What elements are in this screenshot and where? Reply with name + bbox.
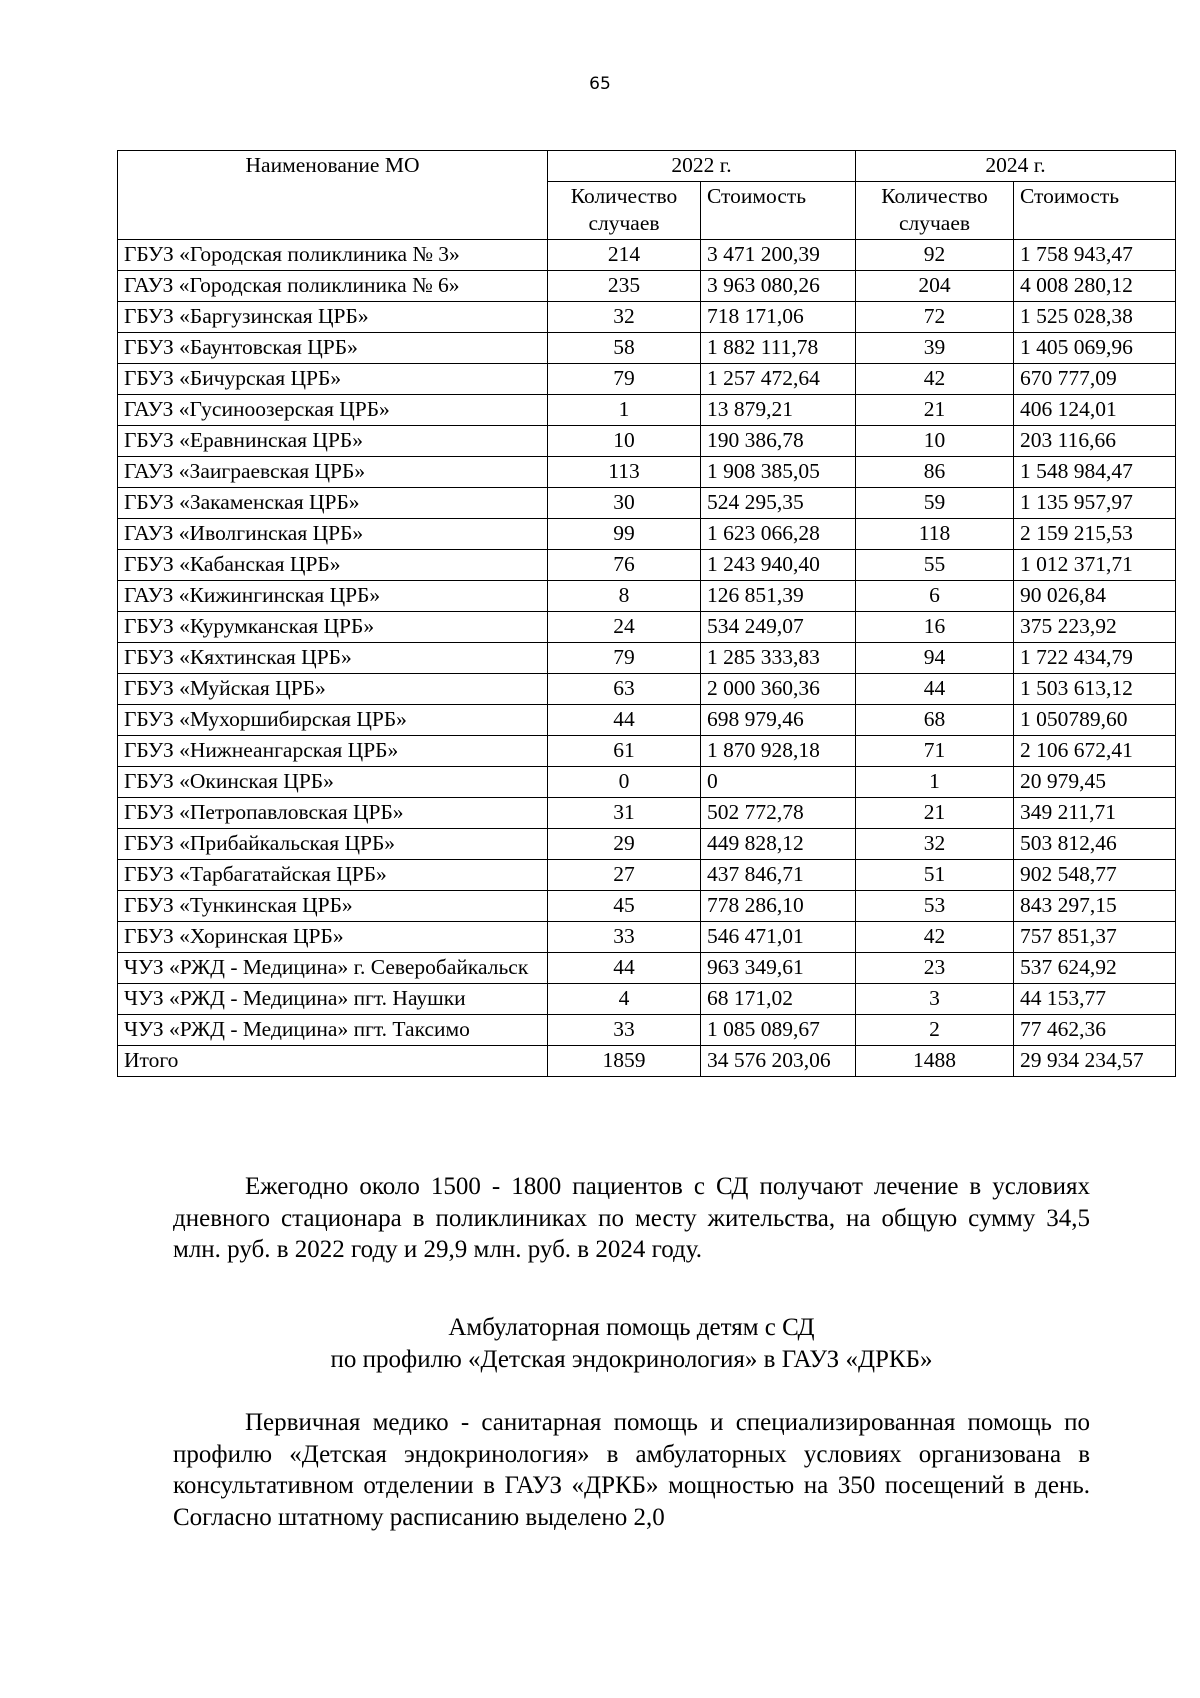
- header-cost-2024: Стоимость: [1014, 182, 1176, 240]
- count-2022-cell: 79: [548, 643, 701, 674]
- count-2024-cell: 71: [856, 736, 1014, 767]
- count-2022-cell: 30: [548, 488, 701, 519]
- table-row: [118, 1046, 1176, 1077]
- row-name-cell: ГБУЗ «Баргузинская ЦРБ»: [118, 302, 548, 333]
- count-2022-cell: 27: [548, 860, 701, 891]
- cost-2022-cell: 3 471 200,39: [701, 240, 856, 271]
- row-name-cell: ГБУЗ «Мухоршибирская ЦРБ»: [118, 705, 548, 736]
- count-2024-cell: 51: [856, 860, 1014, 891]
- count-2022-cell: 235: [548, 271, 701, 302]
- cost-2022-cell: 0: [701, 767, 856, 798]
- cost-2022-cell: 1 285 333,83: [701, 643, 856, 674]
- count-2022-cell: 99: [548, 519, 701, 550]
- header-year-2022: 2022 г.: [548, 151, 856, 182]
- count-2024-cell: 204: [856, 271, 1014, 302]
- row-name-cell: ЧУЗ «РЖД - Медицина» г. Северобайкальск: [118, 953, 548, 984]
- cost-2022-cell: 190 386,78: [701, 426, 856, 457]
- row-name-cell: ГБУЗ «Окинская ЦРБ»: [118, 767, 548, 798]
- cost-2022-cell: 1 908 385,05: [701, 457, 856, 488]
- cost-2022-cell: 502 772,78: [701, 798, 856, 829]
- cost-2022-cell: 34 576 203,06: [701, 1046, 856, 1077]
- count-2022-cell: 29: [548, 829, 701, 860]
- count-2022-cell: 0: [548, 767, 701, 798]
- cost-2022-cell: 524 295,35: [701, 488, 856, 519]
- count-2024-cell: 3: [856, 984, 1014, 1015]
- table-row: [118, 519, 1176, 550]
- cost-2022-cell: 437 846,71: [701, 860, 856, 891]
- header-count-2022: Количество случаев: [548, 182, 701, 240]
- header-year-2024: 2024 г.: [856, 151, 1176, 182]
- count-2022-cell: 45: [548, 891, 701, 922]
- count-2024-cell: 59: [856, 488, 1014, 519]
- section-heading: [173, 1312, 1090, 1375]
- count-2024-cell: 44: [856, 674, 1014, 705]
- count-2024-cell: 16: [856, 612, 1014, 643]
- table-row: [118, 643, 1176, 674]
- row-name-cell: ГБУЗ «Тарбагатайская ЦРБ»: [118, 860, 548, 891]
- count-2024-cell: 39: [856, 333, 1014, 364]
- count-2024-cell: 55: [856, 550, 1014, 581]
- cost-2022-cell: 68 171,02: [701, 984, 856, 1015]
- paragraph-day-hospital: Ежегодно около 1500 - 1800 пациентов с СД получают лечение в условиях дневного стационара в поликлиниках по месту жительства, на общую сумму 34,5 млн. руб. в 2022 году и 29,9 млн. руб. в 2024 году.: [173, 1173, 1090, 1263]
- table-row: [118, 891, 1176, 922]
- cost-2024-cell: 902 548,77: [1014, 860, 1176, 891]
- table-row: [118, 984, 1176, 1015]
- cost-2022-cell: 13 879,21: [701, 395, 856, 426]
- table-row: [118, 240, 1176, 271]
- cost-2024-cell: 203 116,66: [1014, 426, 1176, 457]
- row-name-cell: ГБУЗ «Хоринская ЦРБ»: [118, 922, 548, 953]
- cost-2022-cell: 778 286,10: [701, 891, 856, 922]
- cost-2024-cell: 503 812,46: [1014, 829, 1176, 860]
- table-row: [118, 488, 1176, 519]
- table-row: [118, 705, 1176, 736]
- row-name-cell: ЧУЗ «РЖД - Медицина» пгт. Наушки: [118, 984, 548, 1015]
- cost-2024-cell: 2 159 215,53: [1014, 519, 1176, 550]
- count-2022-cell: 24: [548, 612, 701, 643]
- count-2022-cell: 8: [548, 581, 701, 612]
- row-name-cell: ГАУЗ «Гусиноозерская ЦРБ»: [118, 395, 548, 426]
- count-2022-cell: 79: [548, 364, 701, 395]
- cost-2022-cell: 3 963 080,26: [701, 271, 856, 302]
- row-name-cell: ГБУЗ «Кяхтинская ЦРБ»: [118, 643, 548, 674]
- cost-2022-cell: 1 243 940,40: [701, 550, 856, 581]
- row-name-cell: ГБУЗ «Кабанская ЦРБ»: [118, 550, 548, 581]
- cost-2022-cell: 546 471,01: [701, 922, 856, 953]
- count-2024-cell: 94: [856, 643, 1014, 674]
- count-2024-cell: 21: [856, 798, 1014, 829]
- count-2024-cell: 6: [856, 581, 1014, 612]
- row-name-cell: ГБУЗ «Тункинская ЦРБ»: [118, 891, 548, 922]
- paragraph-primary-care: Первичная медико - санитарная помощь и специализированная помощь по профилю «Детская эндокринология» в амбулаторных условиях организована в консультативном отделении в ГАУЗ «ДРКБ» мощностью на 350 посещений в день. Согласно штатному расписанию выделено 2,0: [173, 1409, 1090, 1531]
- cost-2022-cell: 1 882 111,78: [701, 333, 856, 364]
- row-name-cell: ЧУЗ «РЖД - Медицина» пгт. Таксимо: [118, 1015, 548, 1046]
- cost-2022-cell: 1 085 089,67: [701, 1015, 856, 1046]
- count-2024-cell: 42: [856, 364, 1014, 395]
- cost-2022-cell: 718 171,06: [701, 302, 856, 333]
- row-name-cell: ГБУЗ «Муйская ЦРБ»: [118, 674, 548, 705]
- row-name-cell: ГАУЗ «Иволгинская ЦРБ»: [118, 519, 548, 550]
- cost-2024-cell: 349 211,71: [1014, 798, 1176, 829]
- table-row: [118, 550, 1176, 581]
- row-name-cell: ГБУЗ «Нижнеангарская ЦРБ»: [118, 736, 548, 767]
- table-row: [118, 736, 1176, 767]
- count-2022-cell: 113: [548, 457, 701, 488]
- count-2024-cell: 53: [856, 891, 1014, 922]
- header-name-column: Наименование МО: [118, 151, 548, 240]
- table-row: [118, 798, 1176, 829]
- table-row: [118, 333, 1176, 364]
- cost-2022-cell: 963 349,61: [701, 953, 856, 984]
- count-2024-cell: 68: [856, 705, 1014, 736]
- count-2022-cell: 33: [548, 1015, 701, 1046]
- count-2022-cell: 1: [548, 395, 701, 426]
- count-2024-cell: 72: [856, 302, 1014, 333]
- table-row: [118, 767, 1176, 798]
- count-2024-cell: 42: [856, 922, 1014, 953]
- cost-2022-cell: 1 257 472,64: [701, 364, 856, 395]
- table-row: [118, 860, 1176, 891]
- cost-2024-cell: 1 050789,60: [1014, 705, 1176, 736]
- row-name-cell: Итого: [118, 1046, 548, 1077]
- cost-2024-cell: 843 297,15: [1014, 891, 1176, 922]
- table-row: [118, 271, 1176, 302]
- page-number: 65: [589, 74, 611, 94]
- cost-2024-cell: 1 135 957,97: [1014, 488, 1176, 519]
- count-2022-cell: 76: [548, 550, 701, 581]
- count-2022-cell: 32: [548, 302, 701, 333]
- count-2024-cell: 1488: [856, 1046, 1014, 1077]
- count-2024-cell: 21: [856, 395, 1014, 426]
- row-name-cell: ГБУЗ «Прибайкальская ЦРБ»: [118, 829, 548, 860]
- table-row: [118, 395, 1176, 426]
- count-2024-cell: 10: [856, 426, 1014, 457]
- count-2024-cell: 1: [856, 767, 1014, 798]
- table-row: [118, 1015, 1176, 1046]
- header-count-2024: Количество случаев: [856, 182, 1014, 240]
- cost-2024-cell: 406 124,01: [1014, 395, 1176, 426]
- count-2022-cell: 33: [548, 922, 701, 953]
- row-name-cell: ГБУЗ «Курумканская ЦРБ»: [118, 612, 548, 643]
- table-row: [118, 922, 1176, 953]
- cost-2024-cell: 1 405 069,96: [1014, 333, 1176, 364]
- cost-2024-cell: 537 624,92: [1014, 953, 1176, 984]
- cost-2024-cell: 1 722 434,79: [1014, 643, 1176, 674]
- row-name-cell: ГБУЗ «Баунтовская ЦРБ»: [118, 333, 548, 364]
- cost-2024-cell: 4 008 280,12: [1014, 271, 1176, 302]
- table-row: [118, 612, 1176, 643]
- header-cost-2022: Стоимость: [701, 182, 856, 240]
- count-2022-cell: 31: [548, 798, 701, 829]
- table-body: [118, 240, 1176, 1077]
- count-2022-cell: 44: [548, 953, 701, 984]
- count-2024-cell: 2: [856, 1015, 1014, 1046]
- table-row: [118, 457, 1176, 488]
- count-2022-cell: 63: [548, 674, 701, 705]
- section-heading-line-2: по профилю «Детская эндокринология» в ГАУЗ «ДРКБ»: [330, 1345, 933, 1373]
- cost-2024-cell: 1 012 371,71: [1014, 550, 1176, 581]
- cost-2022-cell: 126 851,39: [701, 581, 856, 612]
- section-heading-line-1: Амбулаторная помощь детям с СД: [448, 1314, 815, 1341]
- row-name-cell: ГАУЗ «Кижингинская ЦРБ»: [118, 581, 548, 612]
- row-name-cell: ГАУЗ «Заиграевская ЦРБ»: [118, 457, 548, 488]
- count-2022-cell: 4: [548, 984, 701, 1015]
- row-name-cell: ГБУЗ «Закаменская ЦРБ»: [118, 488, 548, 519]
- cost-2022-cell: 698 979,46: [701, 705, 856, 736]
- count-2024-cell: 32: [856, 829, 1014, 860]
- cost-2024-cell: 2 106 672,41: [1014, 736, 1176, 767]
- cost-2022-cell: 449 828,12: [701, 829, 856, 860]
- table-row: [118, 426, 1176, 457]
- count-2022-cell: 214: [548, 240, 701, 271]
- table-row: [118, 581, 1176, 612]
- cost-2024-cell: 1 548 984,47: [1014, 457, 1176, 488]
- mo-cases-table: [117, 150, 1176, 1077]
- cost-2024-cell: 1 503 613,12: [1014, 674, 1176, 705]
- row-name-cell: ГАУЗ «Городская поликлиника № 6»: [118, 271, 548, 302]
- count-2024-cell: 86: [856, 457, 1014, 488]
- row-name-cell: ГБУЗ «Бичурская ЦРБ»: [118, 364, 548, 395]
- table-row: [118, 364, 1176, 395]
- cost-2022-cell: 2 000 360,36: [701, 674, 856, 705]
- cost-2024-cell: 1 525 028,38: [1014, 302, 1176, 333]
- count-2022-cell: 1859: [548, 1046, 701, 1077]
- count-2024-cell: 92: [856, 240, 1014, 271]
- row-name-cell: ГБУЗ «Петропавловская ЦРБ»: [118, 798, 548, 829]
- table-row: [118, 953, 1176, 984]
- table-row: [118, 829, 1176, 860]
- cost-2024-cell: 44 153,77: [1014, 984, 1176, 1015]
- count-2022-cell: 10: [548, 426, 701, 457]
- row-name-cell: ГБУЗ «Городская поликлиника № 3»: [118, 240, 548, 271]
- cost-2024-cell: 757 851,37: [1014, 922, 1176, 953]
- count-2022-cell: 61: [548, 736, 701, 767]
- table-header-row: [118, 151, 1176, 182]
- cost-2024-cell: 90 026,84: [1014, 581, 1176, 612]
- count-2024-cell: 23: [856, 953, 1014, 984]
- cost-2024-cell: 1 758 943,47: [1014, 240, 1176, 271]
- table-row: [118, 302, 1176, 333]
- cost-2024-cell: 29 934 234,57: [1014, 1046, 1176, 1077]
- count-2024-cell: 118: [856, 519, 1014, 550]
- cost-2022-cell: 1 623 066,28: [701, 519, 856, 550]
- table-row: [118, 674, 1176, 705]
- row-name-cell: ГБУЗ «Еравнинская ЦРБ»: [118, 426, 548, 457]
- cost-2022-cell: 534 249,07: [701, 612, 856, 643]
- cost-2024-cell: 77 462,36: [1014, 1015, 1176, 1046]
- count-2022-cell: 44: [548, 705, 701, 736]
- cost-2024-cell: 670 777,09: [1014, 364, 1176, 395]
- cost-2024-cell: 20 979,45: [1014, 767, 1176, 798]
- cost-2022-cell: 1 870 928,18: [701, 736, 856, 767]
- count-2022-cell: 58: [548, 333, 701, 364]
- cost-2024-cell: 375 223,92: [1014, 612, 1176, 643]
